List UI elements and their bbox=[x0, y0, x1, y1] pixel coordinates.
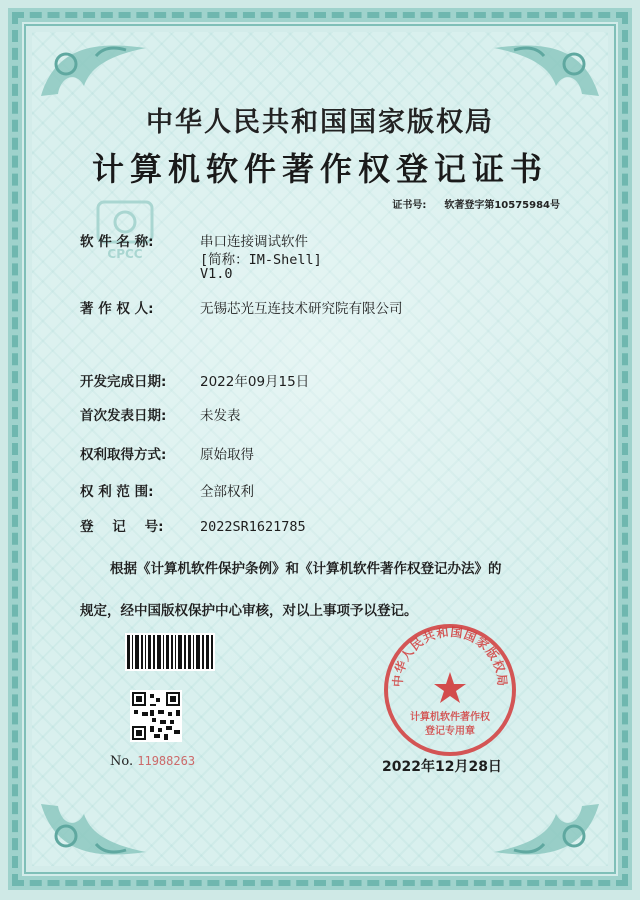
seal-date: 2022年12月28日 bbox=[382, 759, 502, 775]
rights-scope-value: 全部权利 bbox=[200, 484, 254, 500]
software-name-value: 串口连接调试软件 bbox=[200, 234, 308, 250]
software-abbrev-value: [简称：IM-Shell] bbox=[200, 252, 322, 268]
seal-ring-text: 中华人民共和国国家版权局 bbox=[390, 624, 510, 688]
acquire-method-value: 原始取得 bbox=[200, 447, 254, 463]
issuer-title: 中华人民共和国国家版权局 bbox=[146, 107, 494, 138]
svg-text:CPCC: CPCC bbox=[107, 247, 143, 261]
certificate-number-value: 软著登字第10575984号 bbox=[444, 200, 560, 211]
acquire-method-row bbox=[80, 443, 254, 463]
registration-number-value: 2022SR1621785 bbox=[200, 519, 306, 535]
rights-scope-label: 权 利 范 围: bbox=[80, 484, 154, 500]
corner-ornament-top-left bbox=[36, 36, 156, 106]
corner-ornament-bottom-right bbox=[484, 794, 604, 864]
owner-label: 著 作 权 人: bbox=[80, 301, 154, 317]
corner-ornament-top-right bbox=[484, 36, 604, 106]
acquire-method-label: 权利取得方式: bbox=[80, 447, 167, 463]
corner-ornament-bottom-left bbox=[36, 794, 156, 864]
seal-center-line-1: 计算机软件著作权 bbox=[410, 712, 490, 723]
software-version-value: V1.0 bbox=[200, 266, 233, 282]
barcode bbox=[125, 633, 215, 671]
statement-line-1: 根据《计算机软件保护条例》和《计算机软件著作权登记办法》的 bbox=[110, 561, 502, 577]
owner-value: 无锡芯光互连技术研究院有限公司 bbox=[200, 301, 403, 317]
publish-date-label: 首次发表日期: bbox=[80, 408, 167, 424]
certificate-title: 计算机软件著作权登记证书 bbox=[91, 150, 548, 188]
software-version-row bbox=[80, 266, 233, 282]
seal-center-line-2: 登记专用章 bbox=[425, 726, 475, 737]
official-seal bbox=[380, 620, 520, 760]
publish-date-row bbox=[80, 404, 241, 424]
dev-date-value: 2022年09月15日 bbox=[200, 374, 310, 390]
certificate-number-label: 证书号: bbox=[392, 200, 427, 211]
serial-number bbox=[110, 754, 195, 769]
serial-value: 11988263 bbox=[137, 754, 196, 768]
owner-row bbox=[80, 297, 403, 317]
dev-date-row bbox=[80, 370, 309, 390]
publish-date-value: 未发表 bbox=[200, 408, 241, 424]
registration-number-label: 登 记 号: bbox=[80, 519, 164, 535]
certificate-number bbox=[392, 196, 560, 211]
registration-number-row bbox=[80, 515, 306, 535]
qr-code bbox=[130, 690, 182, 742]
statement-line-2: 规定，经中国版权保护中心审核，对以上事项予以登记。 bbox=[80, 603, 418, 619]
software-name-label: 软 件 名 称: bbox=[80, 234, 154, 250]
rights-scope-row bbox=[80, 480, 254, 500]
software-name-row bbox=[80, 230, 308, 250]
dev-date-label: 开发完成日期: bbox=[80, 374, 167, 390]
serial-prefix: No. bbox=[110, 754, 134, 769]
software-abbrev-row bbox=[80, 248, 322, 268]
